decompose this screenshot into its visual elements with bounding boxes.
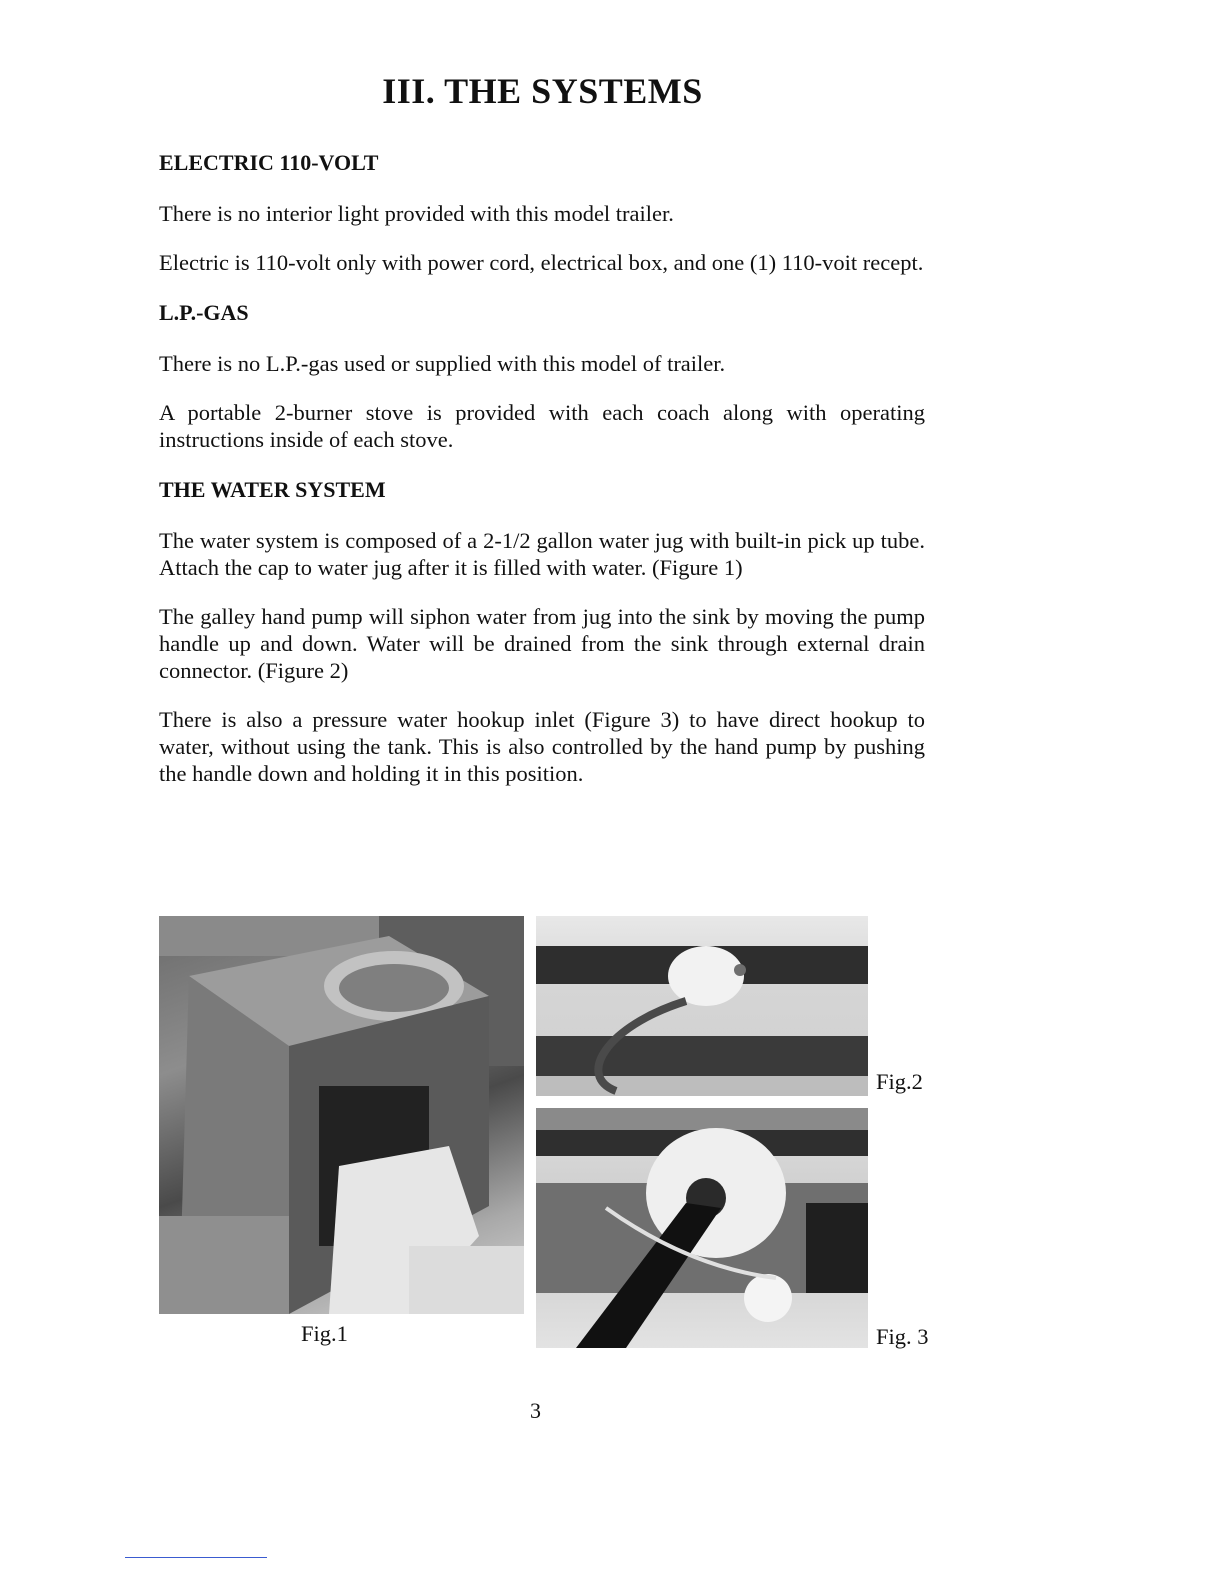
- section-heading-water-system: THE WATER SYSTEM: [159, 477, 386, 502]
- paragraph: The water system is composed of a 2-1/2 gallon water jug with built-in pick up tube. Attach the cap to water jug after it is filled with water. (Figure 1): [159, 528, 925, 580]
- paragraph: There is no interior light provided with this model trailer.: [159, 201, 674, 226]
- footer-rule: [125, 1557, 267, 1558]
- section-water-system: [159, 475, 925, 787]
- page-content: [159, 148, 925, 809]
- paragraph: A portable 2-burner stove is provided with each coach along with operating instructions inside of each stove.: [159, 400, 925, 452]
- figure-1-photo: [159, 916, 524, 1314]
- figure-1-label: Fig.1: [301, 1321, 348, 1346]
- page-number: 3: [530, 1398, 541, 1423]
- paragraph: The galley hand pump will siphon water from jug into the sink by moving the pump handle up and down. Water will be drained from the sink through external drain connector. (Figure 2): [159, 604, 925, 683]
- water-inlet-illustration: [536, 1108, 868, 1348]
- sink-cabinet-illustration: [159, 916, 524, 1314]
- paragraph: There is no L.P.-gas used or supplied with this model of trailer.: [159, 351, 726, 376]
- figure-3-photo: [536, 1108, 868, 1348]
- page-title: III. THE SYSTEMS: [382, 71, 703, 111]
- section-heading-lp-gas: L.P.-GAS: [159, 300, 249, 325]
- section-lp-gas: [159, 298, 925, 453]
- paragraph: There is also a pressure water hookup inlet (Figure 3) to have direct hookup to water, without using the tank. This is also controlled by the hand pump by pushing the handle down and holding it in this position.: [159, 707, 925, 786]
- figure-2-label: Fig.2: [876, 1069, 923, 1094]
- drain-connector-illustration: [536, 916, 868, 1096]
- paragraph: Electric is 110-volt only with power cord, electrical box, and one (1) 110-voit recept.: [159, 250, 924, 275]
- figure-2-photo: [536, 916, 868, 1096]
- section-heading-electric: ELECTRIC 110-VOLT: [159, 150, 379, 175]
- figure-3-label: Fig. 3: [876, 1324, 929, 1349]
- section-electric: [159, 148, 925, 276]
